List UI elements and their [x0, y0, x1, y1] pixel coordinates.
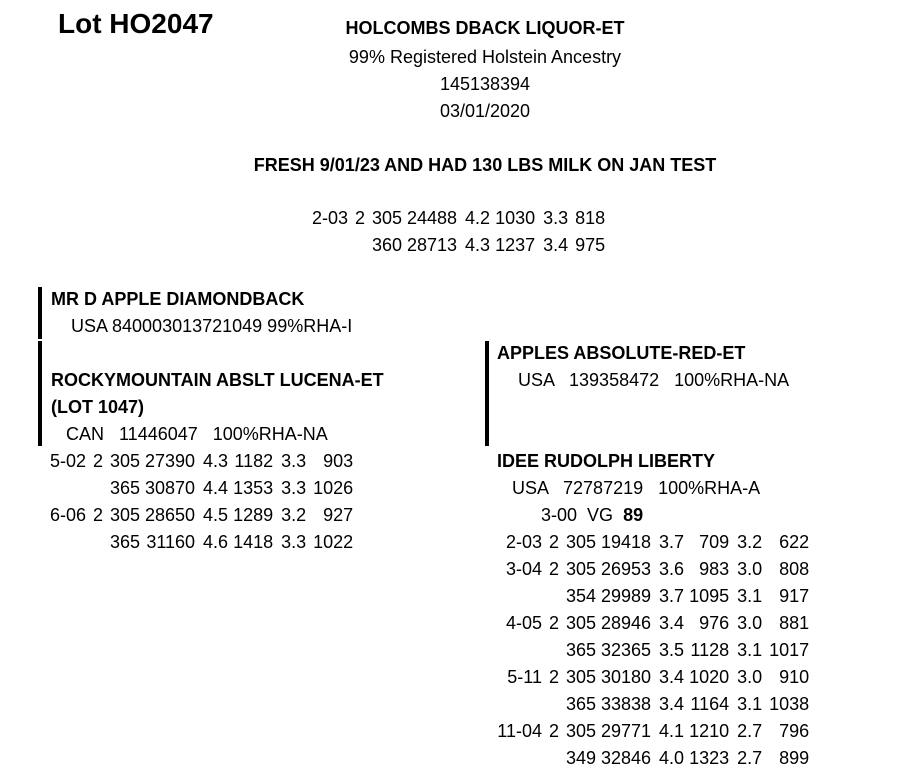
dam-id: CAN 11446047 100%RHA-NA [66, 424, 328, 444]
record-row [310, 205, 610, 232]
record-cell: 899 [779, 748, 810, 768]
record-cell: 3.0 [737, 613, 763, 633]
record-cell: 30870 [145, 478, 196, 498]
record-cell: 4-05 [505, 613, 542, 633]
record-row [46, 502, 358, 529]
record-row [492, 583, 814, 610]
record-cell: 1210 [689, 721, 730, 741]
record-cell: 2.7 [737, 721, 763, 741]
record-cell: 3.1 [737, 694, 763, 714]
record-cell: 3.0 [737, 559, 763, 579]
dam-dam-id: USA 72787219 100%RHA-A [512, 478, 761, 498]
record-cell: 4.5 [203, 505, 229, 525]
sire-bracket [38, 287, 42, 339]
record-cell: 4.4 [203, 478, 229, 498]
record-cell: 3.1 [737, 586, 763, 606]
record-cell: 305 [565, 721, 596, 741]
record-cell: 2 [354, 208, 365, 228]
record-cell: 2 [548, 667, 559, 687]
record-cell: 32365 [601, 640, 652, 660]
record-cell: 365 [565, 640, 596, 660]
record-cell: 903 [323, 451, 354, 471]
record-cell: 3.7 [659, 532, 685, 552]
record-row [492, 610, 814, 637]
record-cell: 24488 [407, 208, 458, 228]
record-cell: 26953 [601, 559, 652, 579]
record-cell: 32846 [601, 748, 652, 768]
sire-name: MR D APPLE DIAMONDBACK [51, 289, 305, 309]
record-cell [492, 745, 547, 772]
record-cell: 365 [109, 532, 140, 552]
record-cell: 1289 [233, 505, 274, 525]
record-cell: 975 [575, 235, 606, 255]
ancestry: 99% Registered Holstein Ancestry [348, 47, 622, 67]
record-row [492, 637, 814, 664]
dam-lot: (LOT 1047) [51, 397, 145, 417]
record-row [46, 475, 358, 502]
record-cell: 927 [323, 505, 354, 525]
record-cell: 4.0 [659, 748, 685, 768]
record-cell: 2-03 [505, 532, 542, 552]
record-cell [492, 637, 547, 664]
record-cell [547, 745, 564, 772]
record-cell: 31160 [146, 532, 196, 552]
record-cell: 2 [548, 613, 559, 633]
record-cell: 2 [548, 559, 559, 579]
record-cell: 3.4 [659, 694, 685, 714]
record-cell: 29989 [601, 586, 652, 606]
record-row [492, 529, 814, 556]
dam-sire-bracket [485, 341, 489, 446]
record-cell: 2 [548, 721, 559, 741]
record-cell: 4.3 [465, 235, 491, 255]
record-cell: 3-04 [505, 559, 542, 579]
dam-records-table [46, 448, 358, 556]
cow-name: HOLCOMBS DBACK LIQUOR-ET [345, 18, 625, 38]
classification-prefix: 3-00 VG [541, 505, 614, 525]
record-cell [547, 637, 564, 664]
record-cell: 3.6 [659, 559, 685, 579]
record-cell: 1017 [769, 640, 810, 660]
dam-name: ROCKYMOUNTAIN ABSLT LUCENA-ET [51, 370, 384, 390]
record-cell: 1128 [690, 640, 730, 660]
birth-date: 03/01/2020 [439, 101, 531, 121]
record-cell: 1022 [313, 532, 354, 552]
record-cell: 622 [779, 532, 810, 552]
record-cell: 305 [371, 208, 402, 228]
record-cell: 796 [779, 721, 810, 741]
dam-sire-id: USA 139358472 100%RHA-NA [518, 370, 790, 390]
record-cell: 4.1 [659, 721, 685, 741]
record-cell: 365 [109, 478, 140, 498]
record-cell: 30180 [601, 667, 652, 687]
fresh-note: FRESH 9/01/23 AND HAD 130 LBS MILK ON JAN TEST [253, 155, 717, 175]
lot-number: Lot HO2047 [58, 8, 214, 39]
record-cell: 11-04 [497, 721, 542, 741]
record-cell [46, 475, 91, 502]
record-cell: 3.2 [281, 505, 307, 525]
record-cell: 881 [779, 613, 810, 633]
sire-id: USA 840003013721049 99%RHA-I [71, 316, 353, 336]
record-cell [310, 232, 353, 259]
record-cell: 3.4 [659, 667, 685, 687]
record-cell: 3.1 [737, 640, 763, 660]
dam-dam-classification [541, 502, 643, 529]
record-cell: 3.3 [281, 532, 307, 552]
record-cell [492, 691, 547, 718]
record-cell: 365 [565, 694, 596, 714]
record-cell: 1030 [495, 208, 536, 228]
record-row [492, 664, 814, 691]
record-cell: 1182 [234, 451, 274, 471]
record-cell: 3.3 [543, 208, 569, 228]
record-cell: 1020 [689, 667, 730, 687]
dam-dam-name: IDEE RUDOLPH LIBERTY [497, 451, 716, 471]
record-cell: 4.2 [465, 208, 491, 228]
record-cell [46, 529, 91, 556]
dam-dam-records-table [492, 529, 814, 772]
record-cell: 808 [779, 559, 810, 579]
record-cell: 3.3 [281, 451, 307, 471]
record-cell: 33838 [601, 694, 652, 714]
record-row [492, 691, 814, 718]
record-cell: 305 [565, 559, 596, 579]
record-cell [547, 691, 564, 718]
record-row [310, 232, 610, 259]
classification-score: 89 [623, 505, 644, 525]
record-cell: 3.2 [737, 532, 763, 552]
record-cell: 5-02 [49, 451, 86, 471]
record-row [492, 556, 814, 583]
record-cell: 1237 [495, 235, 536, 255]
record-cell: 4.3 [203, 451, 229, 471]
record-cell: 1095 [689, 586, 730, 606]
record-cell [91, 529, 108, 556]
record-cell: 983 [699, 559, 730, 579]
record-cell: 349 [565, 748, 596, 768]
record-cell: 305 [109, 505, 140, 525]
record-cell: 28946 [601, 613, 652, 633]
record-cell: 709 [699, 532, 730, 552]
record-cell: 976 [699, 613, 730, 633]
record-cell: 2.7 [737, 748, 763, 768]
record-cell: 3.4 [659, 613, 685, 633]
record-cell [353, 232, 370, 259]
record-cell [547, 583, 564, 610]
record-cell: 1026 [313, 478, 354, 498]
record-cell: 19418 [601, 532, 652, 552]
record-cell: 917 [779, 586, 810, 606]
record-cell [91, 475, 108, 502]
record-cell: 1418 [233, 532, 274, 552]
record-row [492, 745, 814, 772]
dam-sire-name: APPLES ABSOLUTE-RED-ET [497, 343, 746, 363]
record-cell: 29771 [601, 721, 652, 741]
record-cell: 818 [575, 208, 606, 228]
record-cell: 910 [779, 667, 810, 687]
record-cell: 2-03 [311, 208, 348, 228]
record-cell: 3.3 [281, 478, 307, 498]
record-cell: 354 [565, 586, 596, 606]
record-cell: 2 [92, 451, 103, 471]
record-cell: 3.4 [543, 235, 569, 255]
record-cell: 1353 [233, 478, 274, 498]
record-row [46, 448, 358, 475]
record-cell: 2 [548, 532, 559, 552]
record-cell: 2 [92, 505, 103, 525]
record-cell: 1323 [689, 748, 730, 768]
record-cell: 305 [565, 532, 596, 552]
record-cell: 3.5 [659, 640, 685, 660]
registration-number: 145138394 [439, 74, 531, 94]
record-cell: 27390 [145, 451, 196, 471]
record-cell: 6-06 [49, 505, 86, 525]
record-cell: 305 [565, 667, 596, 687]
record-cell: 4.6 [203, 532, 229, 552]
cow-records-table [310, 205, 610, 259]
record-cell: 305 [109, 451, 140, 471]
record-cell: 305 [565, 613, 596, 633]
record-row [492, 718, 814, 745]
dam-bracket [38, 341, 42, 446]
record-cell: 5-11 [507, 667, 542, 687]
record-row [46, 529, 358, 556]
record-cell: 1164 [690, 694, 730, 714]
record-cell: 28650 [145, 505, 196, 525]
record-cell [492, 583, 547, 610]
record-cell: 3.0 [737, 667, 763, 687]
record-cell: 3.7 [659, 586, 685, 606]
record-cell: 360 [371, 235, 402, 255]
record-cell: 28713 [407, 235, 458, 255]
record-cell: 1038 [769, 694, 810, 714]
